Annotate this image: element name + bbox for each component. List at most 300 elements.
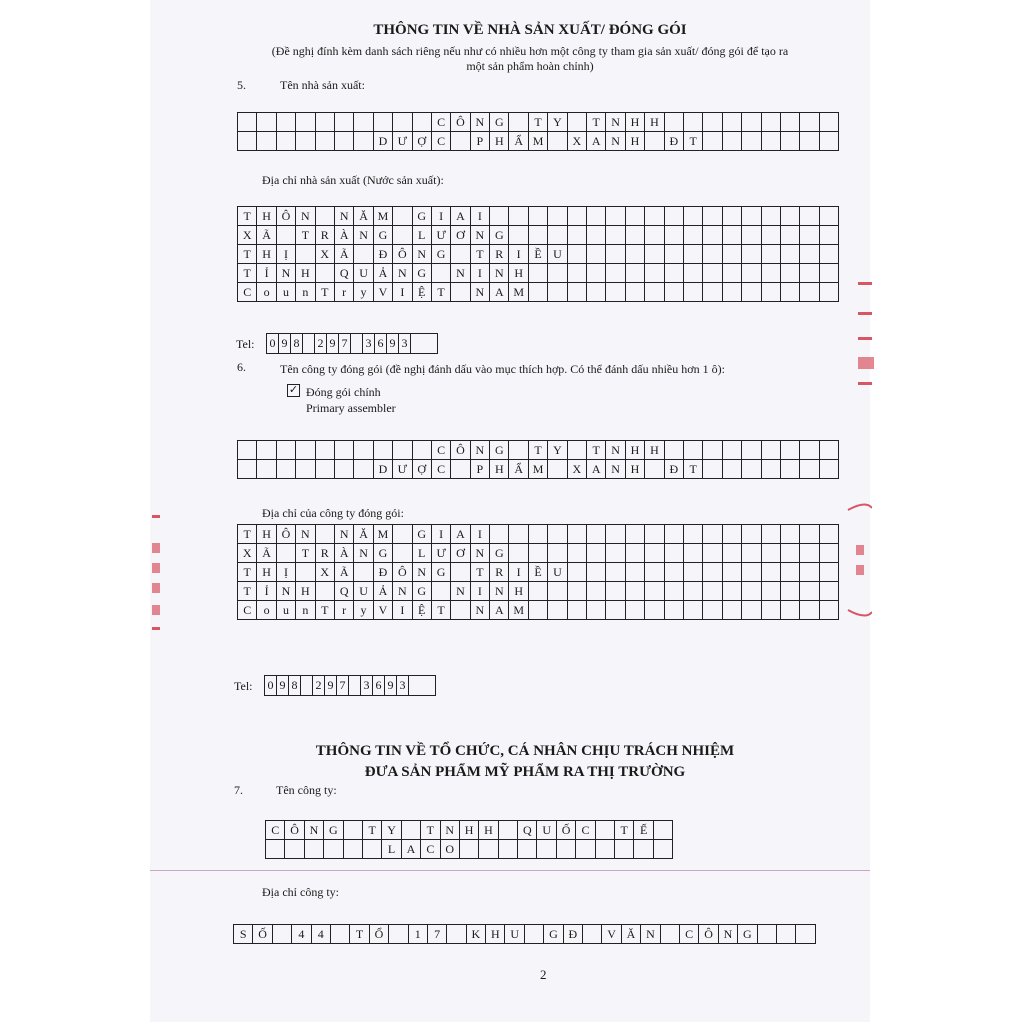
tel-digit: 2 <box>315 334 327 354</box>
grid-cell: y <box>354 601 373 620</box>
stamp-seal-icon <box>846 500 872 620</box>
grid-cell <box>800 264 819 283</box>
grid-cell <box>528 283 547 302</box>
manufacturer-address-grid <box>237 206 839 302</box>
grid-cell <box>354 113 373 132</box>
grid-cell <box>567 563 586 582</box>
grid-cell: H <box>645 441 664 460</box>
grid-cell <box>683 563 702 582</box>
grid-row <box>238 283 839 302</box>
grid-cell: R <box>315 226 334 245</box>
grid-cell <box>645 544 664 563</box>
grid-cell: Ế <box>634 821 653 840</box>
grid-cell <box>587 226 606 245</box>
grid-cell <box>722 582 741 601</box>
grid-cell <box>548 283 567 302</box>
grid-cell: N <box>296 525 315 544</box>
grid-cell <box>343 840 362 859</box>
grid-cell <box>703 283 722 302</box>
divider-line <box>150 870 870 871</box>
grid-cell <box>334 460 353 479</box>
grid-cell <box>276 460 295 479</box>
grid-cell <box>625 563 644 582</box>
grid-cell: C <box>431 132 450 151</box>
grid-cell <box>780 226 799 245</box>
grid-cell: R <box>490 563 509 582</box>
grid-cell: U <box>354 582 373 601</box>
grid-cell: V <box>373 283 392 302</box>
grid-cell <box>567 245 586 264</box>
grid-cell <box>315 460 334 479</box>
grid-cell <box>296 441 315 460</box>
grid-cell: A <box>490 283 509 302</box>
grid-cell <box>528 525 547 544</box>
grid-cell: K <box>466 925 485 944</box>
grid-cell: T <box>238 264 257 283</box>
grid-cell: L <box>412 226 431 245</box>
grid-cell <box>722 113 741 132</box>
grid-cell: L <box>382 840 401 859</box>
grid-cell: 1 <box>408 925 427 944</box>
grid-cell: Ẩ <box>509 460 528 479</box>
grid-cell: 4 <box>311 925 330 944</box>
grid-cell: À <box>334 226 353 245</box>
tel-digit <box>301 676 313 696</box>
grid-cell: G <box>431 563 450 582</box>
grid-cell <box>722 245 741 264</box>
grid-cell <box>587 544 606 563</box>
grid-cell: T <box>350 925 369 944</box>
grid-cell: I <box>470 525 489 544</box>
grid-cell: V <box>602 925 621 944</box>
grid-cell <box>567 525 586 544</box>
grid-cell <box>528 207 547 226</box>
grid-cell <box>819 563 838 582</box>
grid-cell: Đ <box>664 132 683 151</box>
grid-cell: Ổ <box>369 925 388 944</box>
packager-address-grid <box>237 524 839 620</box>
grid-cell <box>587 582 606 601</box>
grid-cell <box>238 460 257 479</box>
grid-cell: M <box>509 283 528 302</box>
grid-cell <box>315 582 334 601</box>
grid-cell <box>653 840 672 859</box>
grid-cell <box>548 544 567 563</box>
grid-cell <box>761 525 780 544</box>
grid-cell <box>451 283 470 302</box>
tel-digit: 3 <box>363 334 375 354</box>
tel-label: Tel: <box>234 679 253 693</box>
packager-name-label: Tên công ty đóng gói (đề nghị đánh dấu vào mục thích hợp. Có thể đánh dấu nhiều hơn 1 ô): <box>280 362 725 376</box>
grid-cell: Ô <box>451 441 470 460</box>
grid-cell: Ô <box>393 563 412 582</box>
grid-cell <box>528 264 547 283</box>
grid-cell: R <box>490 245 509 264</box>
grid-cell <box>819 582 838 601</box>
grid-cell: Ô <box>285 821 304 840</box>
grid-cell: N <box>470 601 489 620</box>
grid-cell <box>315 441 334 460</box>
grid-cell <box>528 544 547 563</box>
grid-cell: À <box>334 544 353 563</box>
grid-cell <box>800 441 819 460</box>
grid-cell: M <box>528 132 547 151</box>
grid-cell <box>606 582 625 601</box>
grid-cell <box>780 113 799 132</box>
grid-cell: N <box>296 207 315 226</box>
grid-row <box>238 582 839 601</box>
grid-cell <box>742 226 761 245</box>
grid-cell: M <box>373 525 392 544</box>
grid-cell: I <box>431 525 450 544</box>
grid-cell: Ề <box>528 245 547 264</box>
grid-cell <box>315 132 334 151</box>
grid-cell <box>431 264 450 283</box>
grid-cell <box>800 245 819 264</box>
grid-cell <box>780 283 799 302</box>
grid-cell <box>567 441 586 460</box>
grid-cell: P <box>470 460 489 479</box>
grid-cell: G <box>490 441 509 460</box>
grid-cell <box>683 582 702 601</box>
grid-cell <box>780 245 799 264</box>
tel-row <box>267 334 438 354</box>
grid-cell <box>664 582 683 601</box>
tel-digit: 8 <box>291 334 303 354</box>
tel-digit: 9 <box>325 676 337 696</box>
grid-cell <box>722 226 741 245</box>
grid-cell <box>703 264 722 283</box>
grid-cell: r <box>334 601 353 620</box>
grid-cell <box>548 226 567 245</box>
stamp-mark-icon <box>856 282 876 402</box>
manufacturer-name-label: Tên nhà sản xuất: <box>280 78 365 92</box>
grid-cell: Ô <box>699 925 718 944</box>
grid-cell <box>354 441 373 460</box>
grid-cell <box>451 132 470 151</box>
grid-cell <box>683 544 702 563</box>
grid-cell: Ề <box>528 563 547 582</box>
grid-cell: C <box>238 283 257 302</box>
grid-cell <box>742 113 761 132</box>
grid-cell <box>664 264 683 283</box>
grid-cell: n <box>296 283 315 302</box>
grid-cell: X <box>567 132 586 151</box>
grid-cell: Đ <box>373 245 392 264</box>
grid-cell <box>761 601 780 620</box>
grid-cell <box>796 925 815 944</box>
grid-cell: G <box>490 544 509 563</box>
grid-cell <box>548 132 567 151</box>
manufacturer-address-label: Địa chỉ nhà sản xuất (Nước sản xuất): <box>262 173 444 187</box>
grid-cell: N <box>451 264 470 283</box>
grid-cell <box>780 563 799 582</box>
grid-cell: U <box>548 563 567 582</box>
grid-cell <box>373 441 392 460</box>
grid-cell <box>509 441 528 460</box>
grid-cell <box>742 132 761 151</box>
grid-cell <box>451 601 470 620</box>
grid-cell: I <box>509 563 528 582</box>
grid-cell: Ỉ <box>257 264 276 283</box>
tel-digit: 3 <box>399 334 411 354</box>
grid-cell <box>625 544 644 563</box>
grid-cell: V <box>373 601 392 620</box>
grid-cell <box>742 207 761 226</box>
grid-cell: H <box>645 113 664 132</box>
grid-cell <box>664 226 683 245</box>
grid-cell: I <box>509 245 528 264</box>
grid-cell <box>761 113 780 132</box>
grid-cell <box>343 821 362 840</box>
primary-assembler-label: Đóng gói chính <box>306 385 381 399</box>
grid-cell: G <box>412 525 431 544</box>
tel-digit: 9 <box>327 334 339 354</box>
grid-cell <box>257 441 276 460</box>
section-note-line2: một sản phẩm hoàn chỉnh) <box>466 59 594 73</box>
grid-cell <box>664 283 683 302</box>
grid-row <box>238 207 839 226</box>
grid-cell <box>742 264 761 283</box>
grid-cell <box>625 245 644 264</box>
grid-cell: S <box>234 925 253 944</box>
grid-cell <box>354 563 373 582</box>
grid-cell <box>587 245 606 264</box>
grid-cell: Đ <box>373 563 392 582</box>
grid-cell <box>683 601 702 620</box>
grid-cell <box>776 925 795 944</box>
grid-cell <box>780 132 799 151</box>
grid-cell: Ă <box>354 207 373 226</box>
grid-cell <box>683 441 702 460</box>
grid-cell <box>296 563 315 582</box>
grid-cell: D <box>373 460 392 479</box>
grid-cell <box>645 132 664 151</box>
grid-cell <box>722 283 741 302</box>
section-title-manufacturer: THÔNG TIN VỀ NHÀ SẢN XUẤT/ ĐÓNG GÓI <box>373 22 687 38</box>
grid-cell: Ố <box>556 821 575 840</box>
grid-cell: Ư <box>431 226 450 245</box>
grid-cell: G <box>412 264 431 283</box>
grid-cell: N <box>440 821 459 840</box>
grid-cell <box>625 207 644 226</box>
grid-cell <box>800 207 819 226</box>
grid-cell <box>780 544 799 563</box>
grid-cell <box>703 601 722 620</box>
grid-cell: I <box>470 264 489 283</box>
grid-cell <box>272 925 291 944</box>
grid-cell: H <box>509 264 528 283</box>
grid-cell: Ă <box>621 925 640 944</box>
grid-cell: Ỉ <box>257 582 276 601</box>
grid-cell: Ẩ <box>509 132 528 151</box>
grid-cell <box>556 840 575 859</box>
grid-cell <box>238 113 257 132</box>
grid-cell <box>567 283 586 302</box>
grid-cell: N <box>490 264 509 283</box>
grid-cell <box>703 245 722 264</box>
grid-cell: D <box>373 132 392 151</box>
tel-digit: 7 <box>339 334 351 354</box>
grid-cell <box>401 821 420 840</box>
company-address-label: Địa chỉ công ty: <box>262 885 339 899</box>
grid-cell: T <box>315 601 334 620</box>
grid-cell <box>576 840 595 859</box>
grid-cell <box>660 925 679 944</box>
stamp-fragment-left <box>148 505 164 638</box>
grid-cell <box>587 563 606 582</box>
grid-cell <box>257 132 276 151</box>
grid-cell <box>498 821 517 840</box>
grid-cell <box>645 226 664 245</box>
grid-row <box>238 113 839 132</box>
grid-cell: r <box>334 283 353 302</box>
grid-cell <box>645 525 664 544</box>
grid-cell <box>567 226 586 245</box>
grid-cell <box>285 840 304 859</box>
grid-cell: T <box>431 283 450 302</box>
grid-cell <box>257 460 276 479</box>
grid-cell <box>761 245 780 264</box>
grid-cell <box>761 544 780 563</box>
grid-cell <box>498 840 517 859</box>
grid-cell: I <box>393 601 412 620</box>
grid-cell <box>276 132 295 151</box>
grid-cell: y <box>354 283 373 302</box>
stamp-fragment-right-top <box>856 282 876 408</box>
grid-cell: U <box>354 264 373 283</box>
grid-cell: Ô <box>451 113 470 132</box>
grid-cell: Đ <box>563 925 582 944</box>
grid-cell: H <box>479 821 498 840</box>
tel-digit: 3 <box>397 676 409 696</box>
grid-cell: N <box>354 544 373 563</box>
grid-cell <box>567 544 586 563</box>
grid-cell <box>757 925 776 944</box>
grid-cell: T <box>238 582 257 601</box>
grid-cell <box>315 113 334 132</box>
grid-cell: G <box>373 226 392 245</box>
grid-cell: Ả <box>373 264 392 283</box>
grid-cell <box>625 264 644 283</box>
grid-cell <box>800 525 819 544</box>
grid-cell: T <box>615 821 634 840</box>
grid-cell: Ã <box>334 245 353 264</box>
grid-cell <box>524 925 543 944</box>
grid-cell: G <box>431 245 450 264</box>
grid-cell: I <box>393 283 412 302</box>
grid-cell <box>393 113 412 132</box>
grid-cell: N <box>470 113 489 132</box>
grid-cell: T <box>238 207 257 226</box>
grid-cell <box>567 264 586 283</box>
grid-cell: L <box>412 544 431 563</box>
grid-cell <box>583 925 602 944</box>
tel-digit <box>303 334 315 354</box>
grid-cell <box>451 245 470 264</box>
grid-cell <box>509 544 528 563</box>
grid-cell <box>315 264 334 283</box>
grid-cell: H <box>490 132 509 151</box>
grid-cell <box>780 207 799 226</box>
primary-assembler-checkbox[interactable]: ✓ <box>288 383 299 396</box>
grid-cell: N <box>470 441 489 460</box>
grid-cell <box>800 113 819 132</box>
grid-row <box>238 441 839 460</box>
grid-cell <box>509 525 528 544</box>
tel-digit: 6 <box>373 676 385 696</box>
grid-cell <box>664 544 683 563</box>
grid-cell <box>742 245 761 264</box>
grid-cell <box>780 525 799 544</box>
grid-cell: T <box>528 441 547 460</box>
tel-digit: 7 <box>337 676 349 696</box>
grid-cell <box>373 113 392 132</box>
grid-cell: C <box>266 821 285 840</box>
grid-cell: G <box>373 544 392 563</box>
grid-cell: N <box>641 925 660 944</box>
grid-cell <box>304 840 323 859</box>
grid-cell: H <box>459 821 478 840</box>
grid-cell <box>509 207 528 226</box>
grid-cell <box>479 840 498 859</box>
grid-cell <box>703 441 722 460</box>
grid-cell: G <box>490 113 509 132</box>
grid-cell <box>664 563 683 582</box>
grid-cell: Ơ <box>451 226 470 245</box>
tel-digit <box>409 676 436 696</box>
grid-row <box>238 132 839 151</box>
grid-cell <box>761 582 780 601</box>
tel-digit <box>411 334 438 354</box>
grid-cell: Ã <box>257 544 276 563</box>
grid-cell <box>625 601 644 620</box>
grid-cell: N <box>334 525 353 544</box>
grid-cell <box>393 207 412 226</box>
grid-cell: T <box>587 441 606 460</box>
grid-cell: N <box>470 283 489 302</box>
grid-cell <box>595 840 614 859</box>
grid-cell <box>722 207 741 226</box>
grid-cell <box>324 840 343 859</box>
grid-cell: M <box>528 460 547 479</box>
tel-digit: 0 <box>267 334 279 354</box>
grid-cell: T <box>431 601 450 620</box>
grid-cell <box>606 245 625 264</box>
grid-cell <box>276 113 295 132</box>
grid-cell <box>606 226 625 245</box>
grid-row <box>238 563 839 582</box>
scan-margin <box>870 0 1022 1022</box>
grid-cell <box>683 525 702 544</box>
grid-cell <box>664 245 683 264</box>
grid-cell: Y <box>548 441 567 460</box>
grid-cell <box>780 601 799 620</box>
grid-cell <box>645 264 664 283</box>
grid-cell: H <box>625 113 644 132</box>
grid-cell <box>703 113 722 132</box>
grid-cell <box>761 441 780 460</box>
grid-cell: G <box>544 925 563 944</box>
packager-name-grid <box>237 440 839 479</box>
grid-cell <box>606 207 625 226</box>
grid-cell <box>459 840 478 859</box>
grid-cell <box>761 563 780 582</box>
grid-cell: T <box>528 113 547 132</box>
grid-cell <box>761 132 780 151</box>
grid-cell <box>819 113 838 132</box>
grid-cell <box>703 563 722 582</box>
